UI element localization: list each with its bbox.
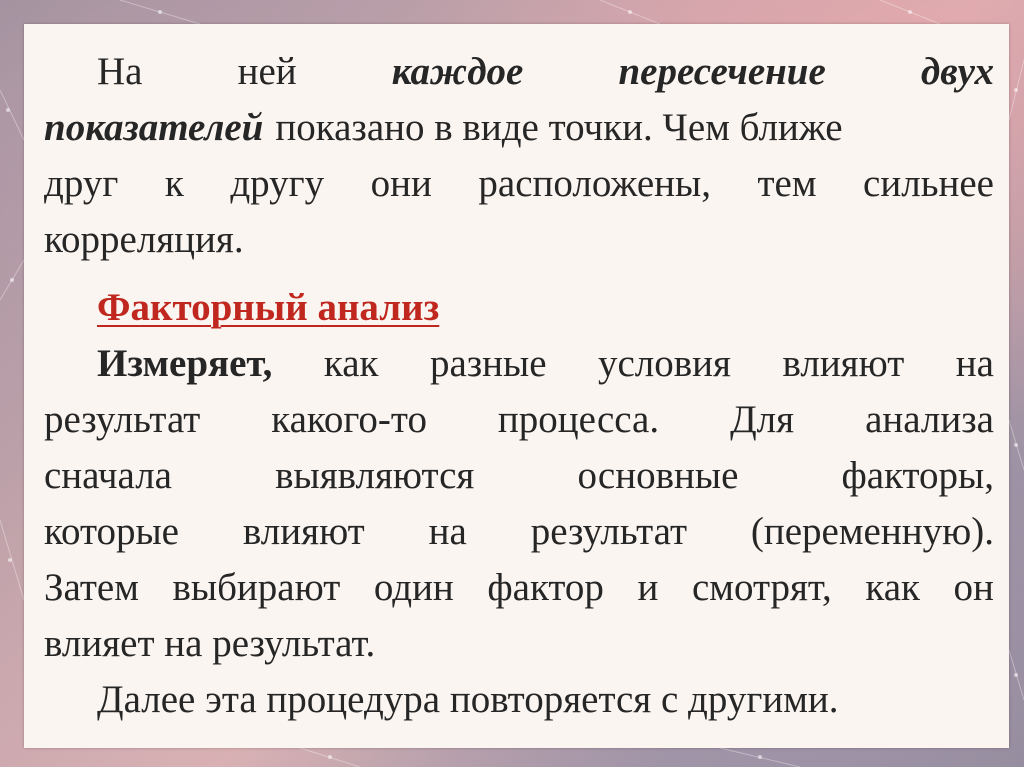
section-heading-line — [44, 280, 994, 336]
word: которые — [44, 510, 179, 553]
factor-analysis-heading: Факторный анализ — [97, 286, 440, 329]
word: фактор — [487, 566, 604, 609]
text-line — [44, 212, 994, 268]
word: как — [323, 342, 379, 385]
word: процесса. — [497, 398, 660, 441]
word: Для — [730, 398, 795, 441]
text-segment: Далее эта процедура повторяется с другими. — [97, 678, 839, 721]
emphasis-word: показателей — [44, 106, 264, 149]
word: влияют — [242, 510, 365, 553]
word: и — [637, 566, 659, 609]
word: как — [865, 566, 920, 609]
bold-word: Измеряет, — [97, 342, 273, 385]
slide-text — [44, 44, 994, 728]
word: на — [428, 510, 467, 553]
word: На — [97, 50, 143, 93]
factor-analysis-paragraph — [44, 336, 994, 728]
word: другу — [230, 162, 325, 205]
word: тем — [757, 162, 817, 205]
word: (переменную). — [750, 510, 994, 553]
text-line — [44, 100, 994, 156]
word: расположены, — [478, 162, 711, 205]
word: выявляются — [275, 454, 475, 497]
emphasis-word: двух — [920, 50, 994, 93]
word: смотрят, — [691, 566, 832, 609]
word: основные — [577, 454, 739, 497]
emphasis-word: каждое — [391, 50, 524, 93]
text-line — [44, 392, 994, 448]
word: анализа — [865, 398, 994, 441]
text-line — [44, 560, 994, 616]
word: он — [953, 566, 994, 609]
text-line — [44, 672, 994, 728]
word: на — [955, 342, 994, 385]
word: Затем — [44, 566, 139, 609]
text-line — [44, 448, 994, 504]
text-line — [44, 336, 994, 392]
word: сначала — [44, 454, 172, 497]
word: факторы, — [841, 454, 994, 497]
text-line — [44, 156, 994, 212]
text-segment: влияет на результат. — [44, 622, 376, 665]
word: к — [164, 162, 184, 205]
text-line — [44, 616, 994, 672]
word: разные — [429, 342, 547, 385]
word: они — [370, 162, 432, 205]
text-segment: показано в виде точки. Чем ближе — [275, 106, 843, 149]
text-segment: корреляция. — [44, 218, 244, 261]
emphasis-word: пересечение — [618, 50, 826, 93]
word: друг — [44, 162, 119, 205]
word: ней — [237, 50, 297, 93]
word: какого-то — [271, 398, 427, 441]
text-line — [44, 44, 994, 100]
word: влияют — [782, 342, 905, 385]
text-line — [44, 504, 994, 560]
word: результат — [44, 398, 201, 441]
word: условия — [598, 342, 731, 385]
word: сильнее — [863, 162, 994, 205]
word: один — [373, 566, 454, 609]
word: выбирают — [172, 566, 341, 609]
word: результат — [530, 510, 687, 553]
correlation-paragraph — [44, 44, 994, 268]
